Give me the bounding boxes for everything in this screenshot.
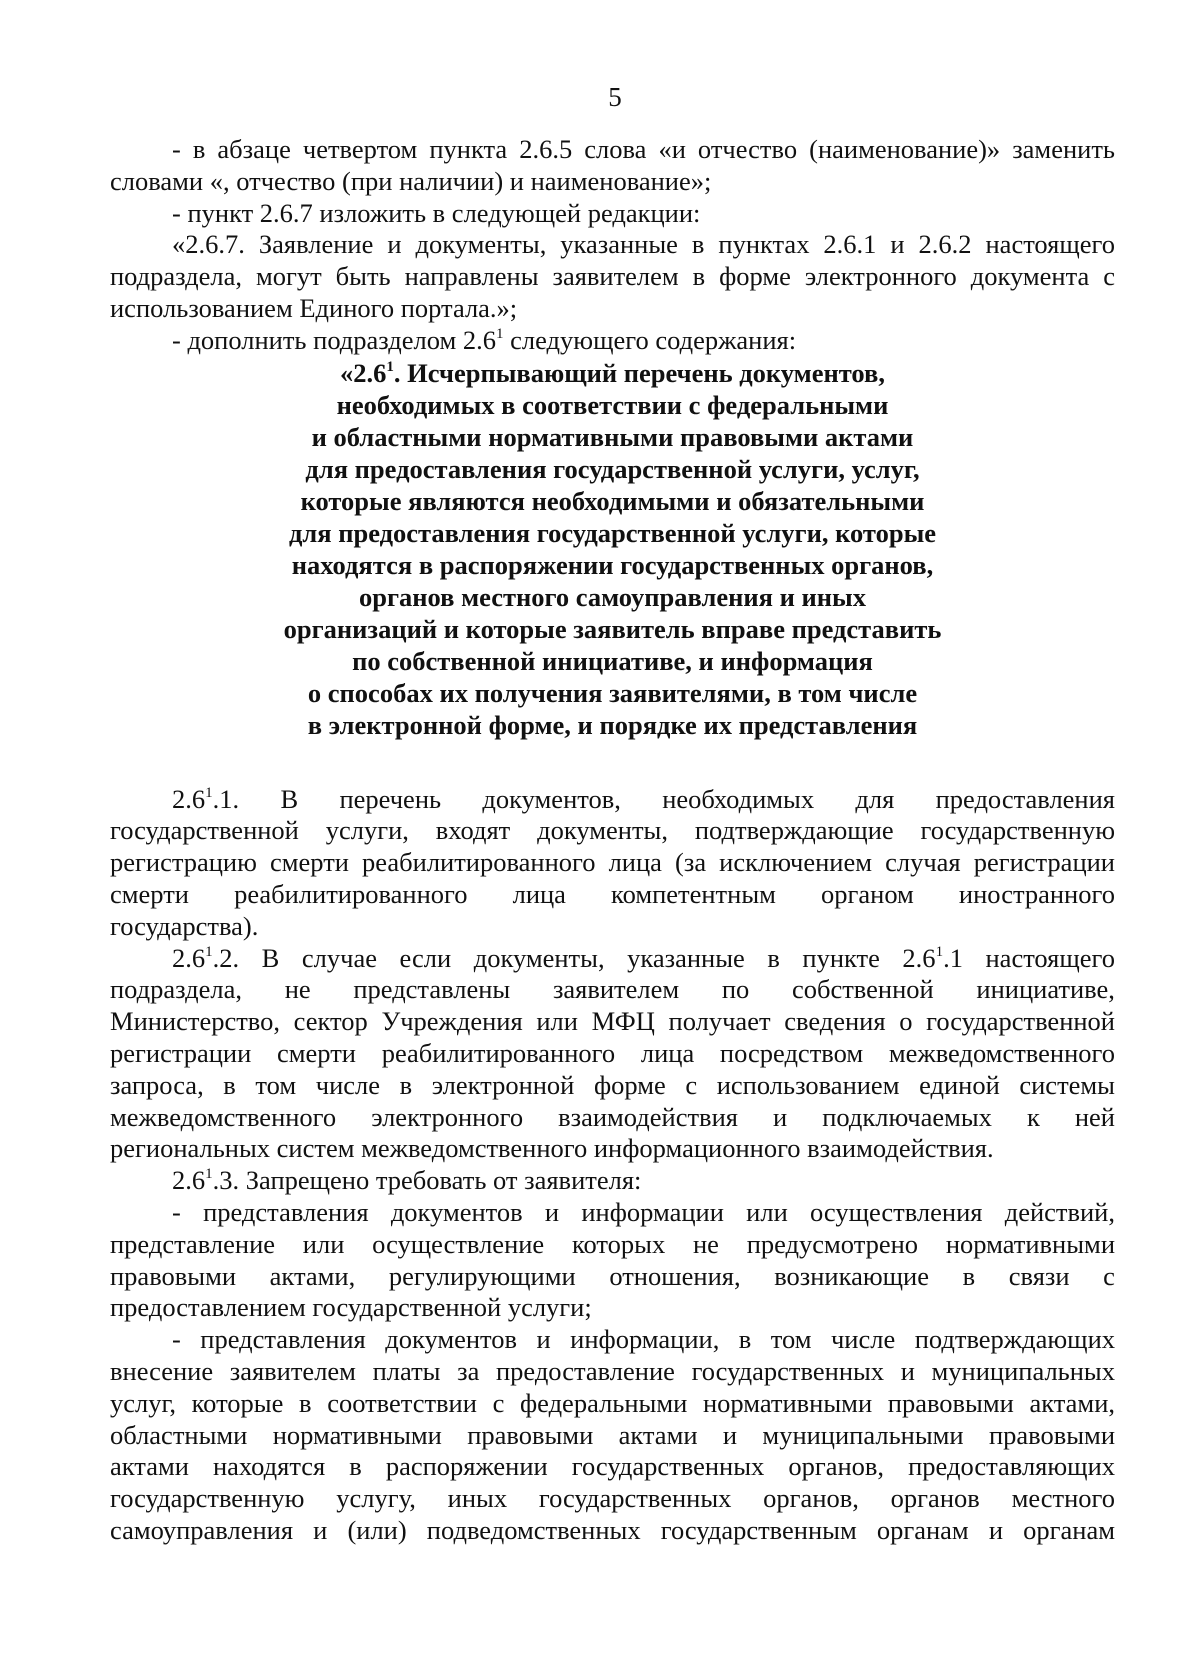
heading-line: которые являются необходимыми и обязательными: [300, 485, 925, 516]
word: документов,: [482, 783, 621, 814]
word: связи: [1008, 1260, 1070, 1291]
paragraph-amend-2-6-5: [110, 134, 1115, 198]
word: и: [772, 1101, 788, 1132]
heading-line: для предоставления государственной услуги, которые: [288, 517, 937, 548]
text-line: $2.6^1.3$. Запрещено требовать от заявителя:: [172, 1165, 642, 1196]
word: предоставления: [935, 783, 1115, 814]
word: иностранного: [958, 878, 1115, 909]
text-line: актами находятся в распоряжении государственных органов, предоставляющих: [110, 1451, 1115, 1482]
word: необходимых: [662, 783, 815, 814]
clause-2-6-1-2: [110, 943, 1115, 1166]
subsection-heading: [110, 357, 1115, 741]
text-line: самоуправления и (или) подведомственных государственным органам и органам: [110, 1514, 1115, 1545]
text-line: - в абзаце четвертом пункта 2.6.5 слова «и отчество (наименование)» заменить: [172, 134, 1115, 164]
word: органом: [821, 878, 914, 909]
heading-line: находятся в распоряжении государственных органов,: [291, 549, 934, 580]
word: не: [284, 974, 311, 1005]
word: реабилитированного: [234, 878, 468, 909]
paragraph-new-2-6-7: [110, 229, 1115, 324]
text-line: [110, 974, 1115, 1006]
heading-line: о способах их получения заявителями, в том числе: [307, 677, 918, 708]
superscript: 1: [205, 1165, 213, 1182]
text-line: государственной услуги, входят документы, подтверждающие государственную: [110, 815, 1115, 846]
word: с: [1103, 1260, 1115, 1291]
word: к: [1026, 1101, 1040, 1132]
clause-number: $2.6^1.1$.: [172, 783, 240, 814]
word: взаимодействия: [558, 1101, 738, 1132]
text-line: государственную услугу, иных государственных органов, органов местного: [110, 1483, 1115, 1514]
superscript: 1: [205, 943, 213, 960]
word: лица: [512, 878, 566, 909]
page-number: 5: [608, 82, 622, 112]
word: представлены: [353, 974, 511, 1005]
word: актами,: [269, 1260, 356, 1291]
text-line: подраздела, могут быть направлены заявителем в форме электронного документа с: [110, 261, 1115, 292]
text-line: внесение заявителем платы за предоставление государственных и муниципальных: [110, 1355, 1115, 1386]
text-line: государства).: [110, 910, 259, 941]
word: компетентным: [611, 878, 776, 909]
word: заявителем: [552, 974, 680, 1005]
text-line: «2.6.7. Заявление и документы, указанные в пунктах 2.6.1 и 2.6.2 настоящего: [172, 229, 1115, 260]
text-line: Министерство, сектор Учреждения или МФЦ получает сведения о государственной: [110, 1006, 1115, 1037]
text-line: - представления документов и информации или осуществления действий,: [172, 1196, 1115, 1227]
text-line: представление или осуществление которых не предусмотрено нормативными: [110, 1228, 1115, 1259]
clause-2-6-1-3: [110, 1165, 1115, 1197]
word: инициативе,: [976, 974, 1115, 1005]
heading-line: в электронной форме, и порядке их представления: [307, 709, 918, 740]
heading-line: «$2.6^1$. Исчерпывающий перечень документов,: [340, 357, 885, 388]
text-line: использованием Единого портала.»;: [110, 292, 518, 323]
word: подключаемых: [822, 1101, 992, 1132]
heading-line: органов местного самоуправления и иных: [359, 581, 866, 612]
superscript: 1: [205, 784, 213, 801]
text-line: областными нормативными правовыми актами и муниципальными правовыми: [110, 1419, 1115, 1450]
text-line: - дополнить подразделом $2.6^1$ следующего содержания:: [172, 324, 797, 355]
word: В: [280, 783, 299, 814]
prohibition-item-1: [110, 1197, 1115, 1324]
word: собственной: [791, 974, 934, 1005]
heading-line: и областными нормативными правовыми актами: [311, 421, 914, 452]
text-line: [110, 879, 1115, 911]
paragraph-amend-2-6-7: [110, 198, 1115, 230]
text-line: [110, 1261, 1115, 1293]
text-line: услуг, которые в соответствии с федеральными нормативными правовыми актами,: [110, 1387, 1115, 1418]
text-line: $2.6^1.2$. В случае если документы, указанные в пункте $2.6^1.1$ настоящего: [172, 942, 1115, 973]
text-line: словами «, отчество (при наличии) и наименование»;: [110, 165, 712, 196]
prohibition-item-2: [110, 1324, 1115, 1547]
text-line: региональных систем межведомственного информационного взаимодействия.: [110, 1133, 994, 1164]
word: в: [962, 1260, 976, 1291]
text-line: регистрацию смерти реабилитированного лица (за исключением случая регистрации: [110, 847, 1115, 878]
word: подраздела,: [110, 974, 243, 1005]
text-line: [110, 784, 1115, 816]
heading-line: организаций и которые заявитель вправе представить: [283, 613, 942, 644]
heading-line: для предоставления государственной услуги, услуг,: [305, 453, 920, 484]
word: по: [721, 974, 750, 1005]
text-line: предоставлением государственной услуги;: [110, 1292, 592, 1323]
word: возникающие: [774, 1260, 929, 1291]
word: смерти: [110, 878, 189, 909]
word: межведомственного: [110, 1101, 337, 1132]
clause-2-6-1-1: [110, 784, 1115, 943]
word: перечень: [339, 783, 442, 814]
document-body: [110, 134, 1115, 1547]
superscript: 1: [935, 943, 944, 960]
paragraph-add-subsection: [110, 325, 1115, 357]
text-line: - пункт 2.6.7 изложить в следующей редакции:: [172, 197, 701, 228]
word: ней: [1074, 1101, 1115, 1132]
word: правовыми: [110, 1260, 237, 1291]
text-line: [110, 1102, 1115, 1134]
text-line: регистрации смерти реабилитированного лица посредством межведомственного: [110, 1037, 1115, 1068]
heading-line: необходимых в соответствии с федеральными: [336, 389, 889, 420]
word: регулирующими: [388, 1260, 576, 1291]
superscript: 1: [496, 325, 504, 342]
word: электронного: [371, 1101, 524, 1132]
superscript: 1: [386, 358, 394, 375]
text-line: запроса, в том числе в электронной форме с использованием единой системы: [110, 1069, 1115, 1100]
text-line: - представления документов и информации, в том числе подтверждающих: [172, 1324, 1115, 1355]
heading-line: по собственной инициативе, и информация: [352, 645, 873, 676]
word: для: [855, 783, 895, 814]
word: отношения,: [609, 1260, 741, 1291]
